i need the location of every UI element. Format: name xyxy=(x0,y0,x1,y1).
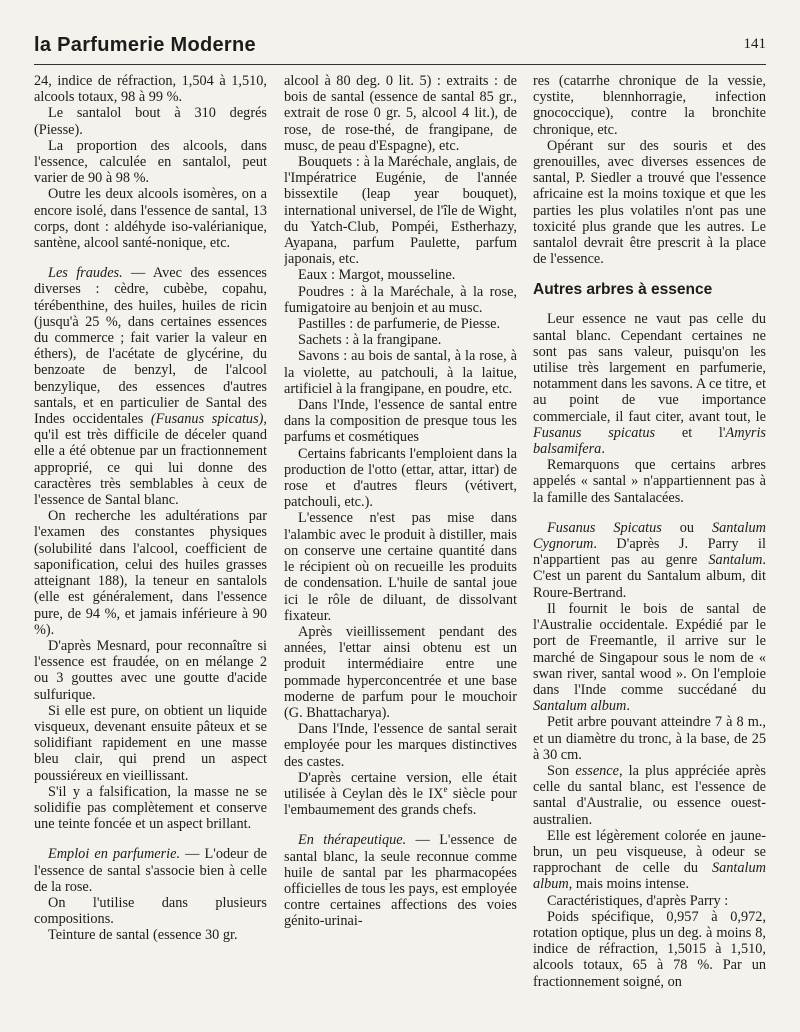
paragraph: Pastilles : de parfumerie, de Piesse. xyxy=(298,316,501,333)
text-run: — Avec des essences diverses : cèdre, cubèbe, copahu, térébenthine, des huiles, huiles de ricin (jusqu'à 25 %, dans certaines essences du commerce ; fait varier la valeur en éthers), de l'acétate de glycérine, du benzoate de benzyl, de l'alcool benzylique, des essences d'autres santals, et en particulier de Santal des Indes occidentales xyxy=(34,265,267,428)
species-name: Santalum xyxy=(708,552,763,569)
paragraph: Si elle est pure, on obtient un liquide visqueux, devenant ensuite pâteux et se solidifiant rapidement en une masse bleu clair, qui prend un aspect poussiéreux en vieillissant. xyxy=(34,702,267,784)
paragraph xyxy=(533,763,766,828)
text-run: — L'essence de santal blanc, la seule reconnue comme huile de santal par les pharmacopées officielles de tous les pays, est employée contre certaines affections des voies génito-urinai- xyxy=(284,832,517,930)
text-run: Il fournit le bois de santal de l'Australie occidentale. Expédié par le port de Freemantle, il arrive sur le marché de Singapour sous le nom de « swan river, santal wood ». On l'emploie dans l'Inde comme succédané du xyxy=(533,600,766,698)
paragraph: La proportion des alcools, dans l'essence, calculée en santalol, peut varier de 90 à 98 %. xyxy=(34,137,267,187)
section-lead: Les fraudes. xyxy=(48,265,123,282)
paragraph: On recherche les adultérations par l'examen des constantes physiques (solubilité dans l'alcool, coefficient de saponification, celui des huiles grasses atteignant 188), la teneur en santalols (elle est généralement, dans l'essence pure, de 94 %, et jamais inférieure à 90 %). xyxy=(34,508,267,638)
text-run: Elle est légèrement colorée en jaune-brun, un peu visqueuse, à odeur se rapprochant de celle du xyxy=(533,827,766,877)
text-run: , la plus appréciée après celle du santal blanc, est l'essence de santal d'Australie, ou essence ouest-australien. xyxy=(533,762,766,828)
section-lead: Emploi en parfumerie. xyxy=(48,846,181,863)
paragraph: res (catarrhe chronique de la vessie, cystite, blennhorragie, infection gnococcique), contre la bronchite chronique, etc. xyxy=(533,73,766,138)
paragraph: Sachets : à la frangipane. xyxy=(298,332,442,349)
text-run: . D'après J. Parry il n'appartient pas au genre xyxy=(533,536,766,569)
emphasis: essence xyxy=(575,762,620,779)
paragraph: 24, indice de réfraction, 1,504 à 1,510, alcools totaux, 98 à 99 %. xyxy=(34,73,267,106)
species-name: Amyris balsamifera xyxy=(533,424,766,458)
text-run: Son xyxy=(547,762,576,779)
paragraph xyxy=(533,311,766,457)
text-run: . xyxy=(601,441,605,458)
text-columns xyxy=(34,73,766,1018)
paragraph: On l'utilise dans plusieurs compositions. xyxy=(34,894,267,928)
species-name: Santalum album xyxy=(533,698,627,715)
text-run: , qu'il est très difficile de déceler quand elle a été obtenue par un fractionnement approprié, ce qui lui donne des caractères très semblables à ceux de l'essence de Santal blanc. xyxy=(34,411,267,509)
paragraph-ceylan xyxy=(284,770,517,819)
species-name: Fusanus spicatus xyxy=(533,424,656,441)
paragraph: S'il y a falsification, la masse ne se solidifie pas complètement et conserve une teinte foncée et un aspect brillant. xyxy=(34,783,267,833)
page-number: 141 xyxy=(743,36,766,52)
paragraph: Savons : au bois de santal, à la rose, à la violette, au patchouli, à la laitue, artificiel à la frangipane, en poudre, etc. xyxy=(284,348,517,397)
species-name: Fusanus Spicatus xyxy=(547,519,662,536)
species-name: Santalum album xyxy=(533,860,766,893)
text-run: . C'est un parent du Santalum album, dit Roure-Bertrand. xyxy=(533,552,766,601)
paragraph: Poids spécifique, 0,957 à 0,972, rotation optique, plus un deg. à moins 8, indice de réfraction, 1,5015 à 1,510, alcools totaux, 65 à 78 %. Par un fractionnement soigné, on xyxy=(533,908,766,990)
paragraph: Eaux : Margot, mousseline. xyxy=(298,267,456,284)
column-1 xyxy=(34,73,267,1018)
column-3 xyxy=(533,73,766,1018)
text-run: ou xyxy=(661,519,712,536)
paragraph: Remarquons que certains arbres appelés « santal » n'appartiennent pas à la famille des Santalacées. xyxy=(533,457,766,506)
header-rule xyxy=(34,64,766,65)
paragraph-fraudes xyxy=(34,265,267,508)
paragraph: Caractéristiques, d'après Parry : xyxy=(547,892,729,909)
paragraph: Outre les deux alcools isomères, on a encore isolé, dans l'essence de santal, 13 corps, dont : aldéhyde iso-valérianique, santène, alcool santé-nonique, etc. xyxy=(34,186,267,252)
species-name: (Fusanus spicatus) xyxy=(150,411,264,428)
paragraph: Certains fabricants l'emploient dans la production de l'otto (ettar, attar, ittar) de rose et d'autres fleurs (vétivert, patchouli, etc.). xyxy=(284,445,517,511)
paragraph xyxy=(533,828,766,893)
text-run: . xyxy=(626,698,630,715)
text-run: , mais moins intense. xyxy=(568,876,690,893)
paragraph: Dans l'Inde, l'essence de santal serait employée pour les marques distinctives des castes. xyxy=(284,721,517,770)
species-name: Santalum Cygnorum xyxy=(533,519,766,553)
paragraph xyxy=(533,601,766,714)
paragraph: Dans l'Inde, l'essence de santal entre dans la composition de presque tous les parfums et cosmétiques xyxy=(284,397,517,446)
text-run: — L'odeur de l'essence de santal s'associe bien à celle de la rose. xyxy=(34,846,267,895)
paragraph: Bouquets : à la Maréchale, anglais, de l'Impératrice Eugénie, de l'année bissextile (leap year bouquet), international universel, de l'île de Wight, du Yatch-Club, Pompéi, Estherhazy, Ayapana, parfum Paulette, parfum japonais, etc. xyxy=(284,154,517,268)
century-numeral: IX xyxy=(428,785,444,802)
paragraph: Le santalol bout à 310 degrés (Piesse). xyxy=(34,105,267,138)
paragraph-emploi xyxy=(34,846,267,895)
paragraph-therapeutique xyxy=(284,832,517,929)
journal-title: la Parfumerie Moderne xyxy=(34,34,256,56)
paragraph-fusanus xyxy=(533,520,766,601)
paragraph: Poudres : à la Maréchale, à la rose, fumigatoire au benjoin et au musc. xyxy=(284,283,517,316)
paragraph: alcool à 80 deg. 0 lit. 5) : extraits : de bois de santal (essence de santal 85 gr., extrait de rose 0 gr. 5, alcool 4 lit.), de rose, de rose-thé, de frangipane, de musc, de peau d'Espagne), etc. xyxy=(284,73,517,154)
paragraph: Petit arbre pouvant atteindre 7 à 8 m., et un diamètre du tronc, à la base, de 25 à 30 cm. xyxy=(533,714,766,763)
text-run: D'après certaine version, elle était utilisée à Ceylan dès le xyxy=(284,769,517,802)
paragraph: Teinture de santal (essence 30 gr. xyxy=(48,927,238,944)
paragraph: Après vieillissement pendant des années, l'ettar ainsi obtenu est un produit intermédiaire entre une pommade hyperconcentrée et une base moderne de parfum pour le mouchoir (G. Bhattacharya). xyxy=(284,623,517,721)
superscript: e xyxy=(443,784,448,795)
text-run: Leur essence ne vaut pas celle du santal blanc. Cependant certaines ne sont pas sans valeur, puisqu'on les utilise très largement en parfumerie, notamment dans les savons. A ce titre, et au point de vue importance commerciale, il faut citer, avant tout, le xyxy=(533,311,766,425)
running-header xyxy=(34,34,766,62)
paragraph: Opérant sur des souris et des grenouilles, avec diverses essences de santal, P. Siedler a trouvé que l'essence africaine est la moins toxique et que les parties les plus volatiles n'ont pas une toxicité plus grande que les autres. Le santalol devrait être prescrit à la place de l'essence. xyxy=(533,137,766,268)
column-2 xyxy=(284,73,517,1018)
text-run: et l' xyxy=(655,424,726,441)
paragraph: L'essence n'est pas mise dans l'alambic avec le produit à distiller, mais on conserve une certaine quantité dans le récipient où on recueille les produits de condensation. L'huile de santal joue ici le rôle de diluant, de dissolvant fixateur. xyxy=(284,510,517,624)
text-run: siècle pour l'embaumement des grands chefs. xyxy=(284,785,517,819)
section-lead: En thérapeutique. xyxy=(298,832,407,849)
section-heading: Autres arbres à essence xyxy=(533,281,713,299)
paragraph: D'après Mesnard, pour reconnaître si l'essence est fraudée, on en mélange 2 ou 3 gouttes avec une goutte d'acide sulfurique. xyxy=(34,637,267,703)
